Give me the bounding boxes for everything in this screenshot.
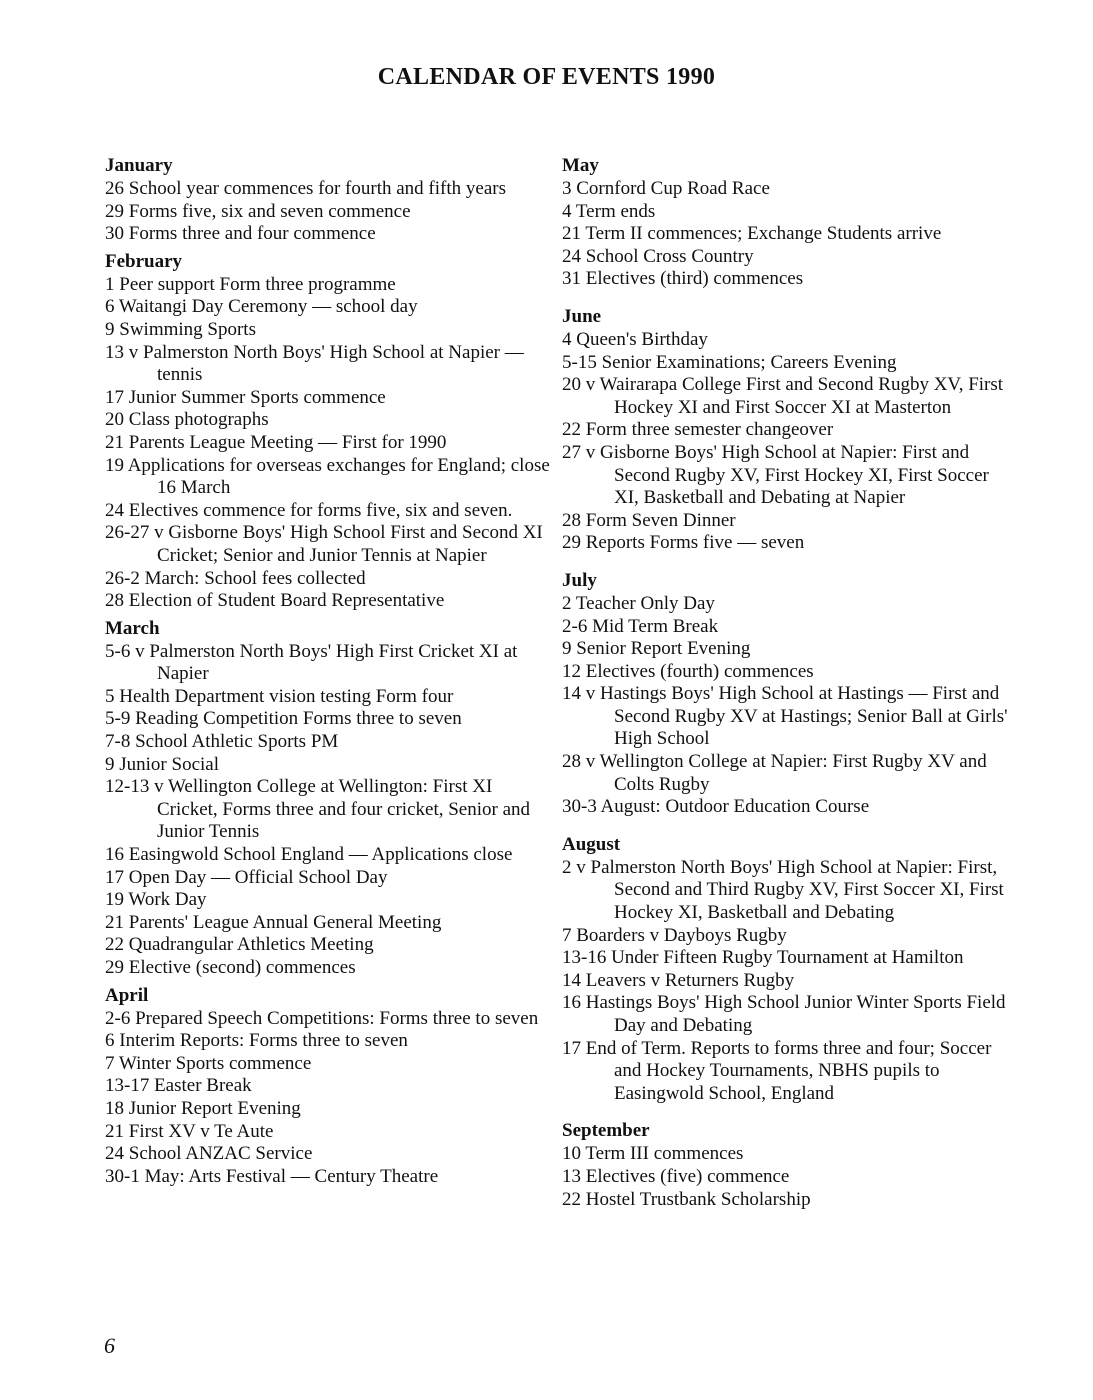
event-item: 7-8 School Athletic Sports PM bbox=[105, 731, 339, 753]
event-item: 29 Reports Forms five — seven bbox=[562, 532, 805, 554]
month-heading: August bbox=[562, 833, 621, 855]
event-item: 6 Interim Reports: Forms three to seven bbox=[105, 1030, 408, 1052]
event-item: 17 Junior Summer Sports commence bbox=[105, 386, 386, 408]
month-heading: February bbox=[105, 250, 183, 272]
event-item: 3 Cornford Cup Road Race bbox=[562, 178, 770, 199]
event-item: 18 Junior Report Evening bbox=[105, 1097, 301, 1119]
event-item: 27 v Gisborne Boys' High School at Napier: First and Second Rugby XV, First Hockey XI, First Soccer XI, Basketball and Debating at Napier bbox=[562, 441, 989, 509]
month-august bbox=[562, 833, 1012, 1106]
month-january bbox=[105, 154, 550, 246]
month-may bbox=[562, 154, 1012, 291]
event-item: 12-13 v Wellington College at Wellington: First XI Cricket, Forms three and four cricket, Senior and Junior Tennis bbox=[105, 776, 531, 843]
event-item: 6 Waitangi Day Ceremony — school day bbox=[105, 296, 418, 318]
event-item: 2-6 Mid Term Break bbox=[562, 615, 719, 637]
month-march bbox=[105, 617, 550, 980]
event-item: 28 Election of Student Board Representative bbox=[105, 590, 445, 612]
event-item: 7 Boarders v Dayboys Rugby bbox=[562, 924, 787, 946]
event-item: 21 Term II commences; Exchange Students arrive bbox=[562, 223, 942, 245]
event-item: 9 Senior Report Evening bbox=[562, 638, 751, 660]
event-item: 17 End of Term. Reports to forms three and four; Soccer and Hockey Tournaments, NBHS pupils to Easingwold School, England bbox=[562, 1037, 992, 1104]
event-item: 7 Winter Sports commence bbox=[105, 1052, 312, 1074]
month-july bbox=[562, 569, 1012, 819]
page-title: CALENDAR OF EVENTS 1990 bbox=[377, 64, 716, 90]
month-february bbox=[105, 250, 550, 613]
event-item: 20 v Wairarapa College First and Second Rugby XV, First Hockey XI and First Soccer XI at Masterton bbox=[562, 374, 1004, 418]
event-item: 22 Hostel Trustbank Scholarship bbox=[562, 1188, 811, 1210]
event-item: 30-3 August: Outdoor Education Course bbox=[562, 796, 870, 818]
event-item: 16 Hastings Boys' High School Junior Winter Sports Field Day and Debating bbox=[562, 992, 1006, 1036]
event-item: 14 Leavers v Returners Rugby bbox=[562, 969, 795, 991]
event-item: 26-2 March: School fees collected bbox=[105, 567, 366, 589]
month-heading: March bbox=[105, 617, 160, 639]
month-heading: January bbox=[105, 155, 173, 176]
event-item: 20 Class photographs bbox=[105, 409, 269, 431]
event-item: 21 Parents' League Annual General Meeting bbox=[105, 911, 442, 933]
event-item: 22 Form three semester changeover bbox=[562, 419, 834, 441]
event-item: 4 Term ends bbox=[562, 200, 656, 222]
event-item: 24 Electives commence for forms five, six and seven. bbox=[105, 499, 513, 521]
event-item: 17 Open Day — Official School Day bbox=[105, 866, 388, 888]
event-item: 26 School year commences for fourth and fifth years bbox=[105, 178, 506, 199]
calendar-column-left bbox=[105, 150, 550, 1190]
event-item: 24 School Cross Country bbox=[562, 245, 754, 267]
event-item: 22 Quadrangular Athletics Meeting bbox=[105, 934, 374, 956]
event-item: 30-1 May: Arts Festival — Century Theatre bbox=[105, 1165, 439, 1187]
event-item: 14 v Hastings Boys' High School at Hastings — First and Second Rugby XV at Hastings; Senior Ball at Girls' High School bbox=[562, 683, 1008, 750]
event-item: 30 Forms three and four commence bbox=[105, 223, 376, 245]
event-item: 28 v Wellington College at Napier: First Rugby XV and Colts Rugby bbox=[562, 751, 987, 795]
event-item: 29 Forms five, six and seven commence bbox=[105, 200, 411, 222]
event-item: 10 Term III commences bbox=[562, 1143, 744, 1165]
event-item: 9 Swimming Sports bbox=[105, 318, 256, 340]
month-heading: July bbox=[562, 569, 597, 591]
month-heading: April bbox=[105, 984, 149, 1006]
event-item: 4 Queen's Birthday bbox=[562, 328, 708, 350]
event-item: 9 Junior Social bbox=[105, 753, 219, 775]
event-item: 13-16 Under Fifteen Rugby Tournament at Hamilton bbox=[562, 947, 964, 969]
event-item: 13 Electives (five) commence bbox=[562, 1165, 790, 1187]
event-item: 12 Electives (fourth) commences bbox=[562, 660, 814, 682]
event-item: 24 School ANZAC Service bbox=[105, 1143, 313, 1165]
event-item: 19 Work Day bbox=[105, 889, 207, 911]
event-item: 5-6 v Palmerston North Boys' High First Cricket XI at Napier bbox=[105, 640, 518, 685]
event-item: 5-15 Senior Examinations; Careers Evening bbox=[562, 351, 897, 373]
event-item: 13-17 Easter Break bbox=[105, 1075, 252, 1097]
event-item: 28 Form Seven Dinner bbox=[562, 509, 736, 531]
event-item: 26-27 v Gisborne Boys' High School First and Second XI Cricket; Senior and Junior Tennis at Napier bbox=[105, 522, 543, 566]
event-item: 21 First XV v Te Aute bbox=[105, 1120, 274, 1142]
event-item: 19 Applications for overseas exchanges for England; close 16 March bbox=[105, 454, 550, 499]
calendar-column-right bbox=[562, 150, 1012, 1213]
month-heading: June bbox=[562, 305, 602, 327]
month-june bbox=[562, 305, 1012, 555]
event-item: 5 Health Department vision testing Form four bbox=[105, 685, 454, 707]
month-heading: September bbox=[562, 1120, 650, 1142]
event-item: 1 Peer support Form three programme bbox=[105, 273, 396, 295]
event-item: 13 v Palmerston North Boys' High School at Napier — tennis bbox=[105, 341, 524, 386]
event-item: 21 Parents League Meeting — First for 1990 bbox=[105, 431, 447, 453]
month-april bbox=[105, 984, 550, 1189]
event-item: 16 Easingwold School England — Applications close bbox=[105, 844, 513, 866]
event-item: 31 Electives (third) commences bbox=[562, 268, 804, 290]
event-item: 2 v Palmerston North Boys' High School at Napier: First, Second and Third Rugby XV, First Soccer XI, First Hockey XI, Basketball and Debating bbox=[562, 856, 1004, 924]
month-september bbox=[562, 1119, 1012, 1211]
month-heading: May bbox=[562, 155, 599, 176]
event-item: 29 Elective (second) commences bbox=[105, 957, 356, 978]
page-number: 6 bbox=[104, 1333, 115, 1358]
event-item: 5-9 Reading Competition Forms three to seven bbox=[105, 708, 462, 730]
event-item: 2-6 Prepared Speech Competitions: Forms three to seven bbox=[105, 1007, 539, 1029]
event-item: 2 Teacher Only Day bbox=[562, 592, 715, 614]
